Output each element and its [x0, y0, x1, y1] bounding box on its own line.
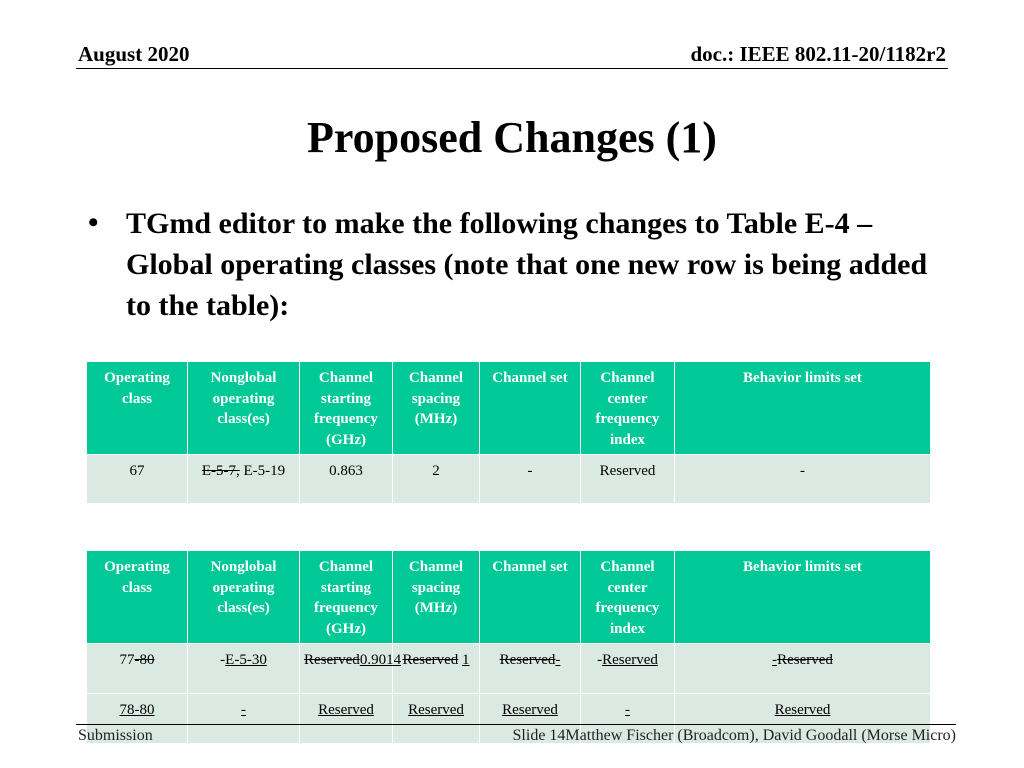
col-channel-starting-frequency: Channel starting frequency (GHz) [300, 362, 393, 455]
inserted-text: - [625, 702, 630, 718]
cell-starting-freq [300, 694, 393, 744]
col-channel-spacing: Channel spacing (MHz) [393, 551, 480, 644]
col-behavior-limits-set: Behavior limits set [675, 551, 931, 644]
inserted-text: - [555, 652, 561, 668]
struck-text: Reserved [304, 652, 360, 668]
table-e4-excerpt-2 [86, 550, 931, 744]
col-channel-set: Channel set [480, 362, 581, 455]
inserted-text: E-5-30 [225, 652, 267, 668]
struck-text: Reserved [402, 652, 459, 668]
cell-nonglobal [188, 455, 300, 504]
col-channel-center-frequency-index: Channel center frequency index [581, 551, 675, 644]
col-channel-center-frequency-index: Channel center frequency index [581, 362, 675, 455]
table-row [87, 644, 931, 694]
cell-channel-set [480, 644, 581, 694]
table-row [87, 455, 931, 504]
footer-divider [76, 724, 956, 725]
cell-text: - [220, 652, 226, 668]
struck-text: Reserved [777, 652, 833, 668]
col-nonglobal-operating-classes: Nonglobal operating class(es) [188, 362, 300, 455]
inserted-text: Reserved [502, 702, 558, 718]
cell-center-index [581, 644, 675, 694]
table-header-row [87, 362, 931, 455]
inserted-text: - [241, 702, 246, 718]
bullet-item [88, 203, 948, 326]
cell-center-index: Reserved [581, 455, 675, 504]
struck-text: Reserved [499, 652, 556, 668]
footer-submission: Submission [78, 727, 153, 744]
col-nonglobal-operating-classes: Nonglobal operating class(es) [188, 551, 300, 644]
table-header-row [87, 551, 931, 644]
cell-operating-class [87, 644, 188, 694]
inserted-text: - [772, 652, 778, 668]
col-behavior-limits-set: Behavior limits set [675, 362, 931, 455]
col-channel-starting-frequency: Channel starting frequency (GHz) [300, 551, 393, 644]
inserted-text: Reserved [774, 702, 831, 718]
inserted-text: 78-80 [119, 702, 155, 718]
cell-behavior [675, 644, 931, 694]
inserted-text: Reserved [602, 652, 658, 668]
cell-operating-class: 67 [87, 455, 188, 504]
header-doc-id: doc.: IEEE 802.11-20/1182r2 [690, 42, 946, 66]
col-operating-class: Operating class [87, 362, 188, 455]
table-e4-excerpt-1 [86, 361, 931, 504]
cell-spacing [393, 694, 480, 744]
header-divider [76, 68, 948, 69]
bullet-icon: • [88, 206, 99, 239]
cell-nonglobal [188, 644, 300, 694]
cell-nonglobal [188, 694, 300, 744]
cell-spacing [393, 644, 480, 694]
slide-title: Proposed Changes (1) [307, 113, 717, 162]
inserted-text: Reserved [318, 702, 374, 718]
col-channel-spacing: Channel spacing (MHz) [393, 362, 480, 455]
cell-text: E-5-19 [239, 463, 286, 479]
struck-text: -80 [134, 652, 155, 668]
bullet-text: TGmd editor to make the following changes to Table E-4 – Global operating classes (note that one new row is being added to the table): [126, 207, 928, 322]
col-operating-class: Operating class [87, 551, 188, 644]
cell-channel-set: - [480, 455, 581, 504]
header-date: August 2020 [78, 42, 190, 66]
cell-starting-freq: 0.863 [300, 455, 393, 504]
cell-text: - [597, 652, 603, 668]
cell-behavior: - [675, 455, 931, 504]
cell-text: 77 [119, 652, 135, 668]
col-channel-set: Channel set [480, 551, 581, 644]
inserted-text: 1 [462, 652, 470, 668]
struck-text: E-5-7, [201, 463, 240, 479]
footer-authors: Slide 14Matthew Fischer (Broadcom), David Goodall (Morse Micro) [512, 727, 956, 744]
inserted-text: Reserved [408, 702, 464, 718]
cell-starting-freq [300, 644, 402, 694]
inserted-text: 0.9014 [359, 652, 402, 668]
cell-spacing: 2 [393, 455, 480, 504]
